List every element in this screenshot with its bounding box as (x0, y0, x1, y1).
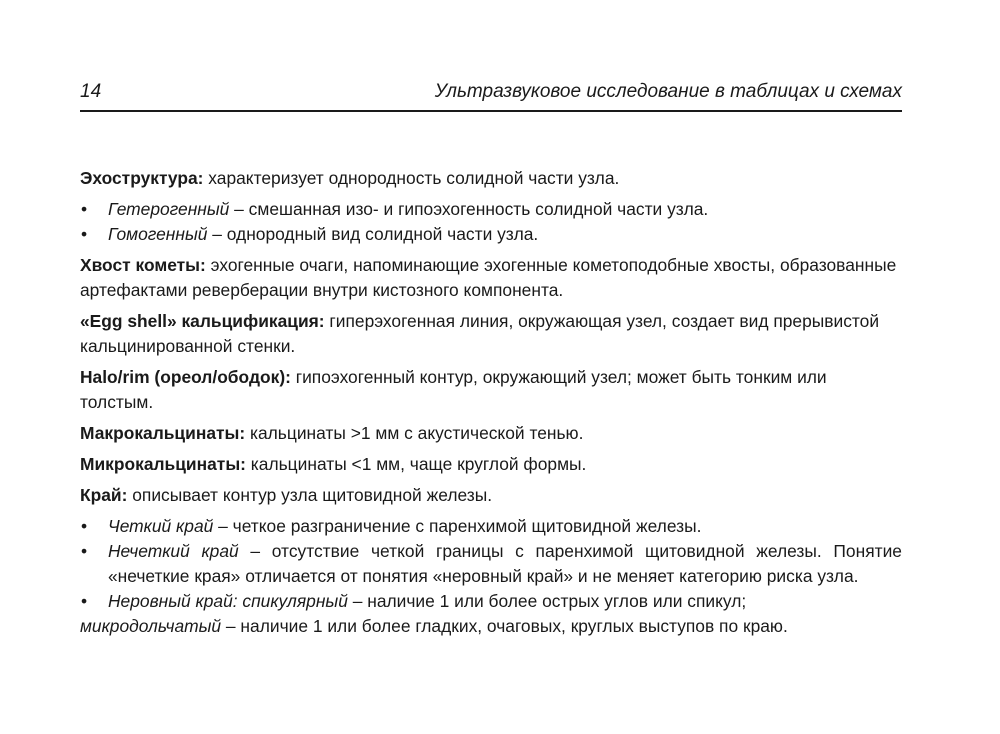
list-item (80, 222, 902, 247)
microcalcifications-paragraph (80, 452, 902, 477)
bullet-term: Неровный край: спикулярный (108, 591, 348, 611)
echostructure-paragraph (80, 166, 902, 191)
macro-text: кальцинаты >1 мм с акустической тенью. (245, 423, 584, 443)
bullet-term: Четкий край (108, 516, 214, 536)
micro-term: Микрокальцинаты: (80, 454, 246, 474)
margin-paragraph (80, 483, 902, 508)
halo-paragraph (80, 365, 902, 415)
list-item (80, 514, 902, 539)
margin-text: описывает контур узла щитовидной железы. (127, 485, 493, 505)
bullet-text: – смешанная изо- и гипоэхогенность солидной части узла. (229, 199, 709, 219)
macro-term: Макрокальцинаты: (80, 423, 246, 443)
halo-text: гипоэхогенный контур, окружающий узел; может быть тонким или толстым. (80, 367, 827, 412)
micro-text: кальцинаты <1 мм, чаще круглой формы. (245, 454, 587, 474)
echostructure-list (80, 197, 902, 247)
bullet-text: – однородный вид солидной части узла. (207, 224, 539, 244)
bullet-term: Гомогенный (108, 224, 208, 244)
bullet-text: – наличие 1 или более острых углов или спикул; (347, 591, 747, 611)
list-item (80, 589, 902, 614)
comet-tail-paragraph (80, 253, 902, 303)
microlobulated-text: – наличие 1 или более гладких, очаговых, круглых выступов по краю. (221, 616, 788, 636)
echostructure-term: Эхоструктура: (80, 168, 204, 188)
echostructure-text: характеризует однородность солидной части узла. (203, 168, 620, 188)
bullet-term: Гетерогенный (108, 199, 230, 219)
microlobulated-term: микродольчатый (80, 616, 222, 636)
margin-tail-line (80, 614, 902, 639)
egg-shell-paragraph (80, 309, 902, 359)
page-header (80, 80, 902, 112)
margin-term: Край: (80, 485, 128, 505)
bullet-term: Нечеткий край (108, 541, 239, 561)
bullet-text: – отсутствие четкой границы с паренхимой щитовидной железы. Понятие «нечеткие края» отличается от понятия «неровный край» и не меняет категорию риска узла. (108, 541, 902, 586)
macrocalcifications-paragraph (80, 421, 902, 446)
bullet-text: – четкое разграничение с паренхимой щитовидной железы. (213, 516, 702, 536)
margin-list (80, 514, 902, 614)
comet-tail-term: Хвост кометы: (80, 255, 206, 275)
egg-shell-term: «Egg shell» кальцификация: (80, 311, 325, 331)
page-number: 14 (80, 81, 102, 102)
page-body (80, 166, 902, 645)
running-title: Ультразвуковое исследование в таблицах и схемах (434, 81, 902, 102)
list-item (80, 197, 902, 222)
list-item (80, 539, 902, 589)
egg-shell-text: гиперэхогенная линия, окружающая узел, создает вид прерывистой кальцинированной стенки. (80, 311, 880, 356)
comet-tail-text: эхогенные очаги, напоминающие эхогенные кометоподобные хвосты, образованные артефактами реверберации внутри кистозного компонента. (80, 255, 897, 300)
halo-term: Halo/rim (ореол/ободок): (80, 367, 291, 387)
